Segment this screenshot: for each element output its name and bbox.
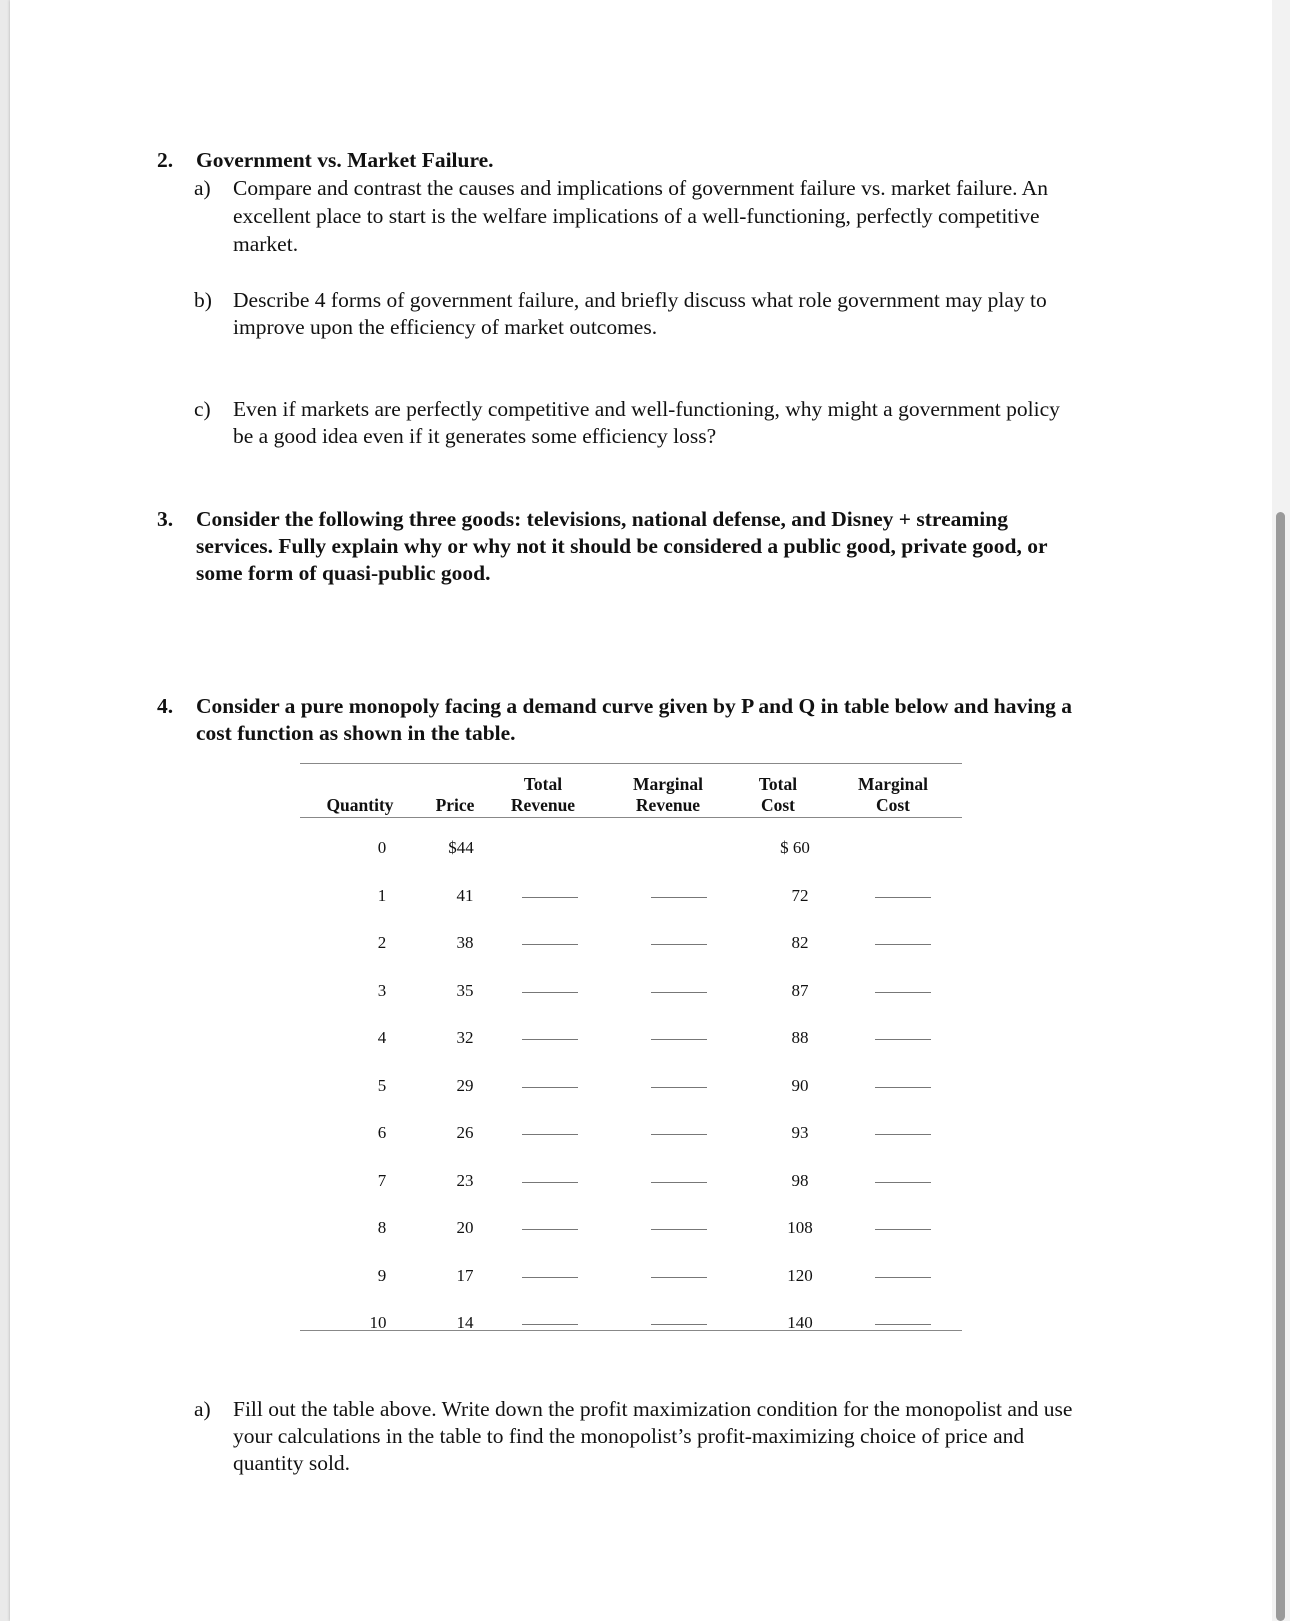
cell-total-cost: 108: [787, 1218, 813, 1237]
document-page: [10, 0, 1272, 1621]
scrollbar-thumb[interactable]: [1276, 512, 1285, 1621]
cell-quantity: 7: [377, 1170, 387, 1190]
cell-total-cost: 90: [791, 1075, 809, 1095]
cell-quantity: 5: [377, 1075, 387, 1095]
cell-quantity: 1: [377, 885, 387, 905]
cell-quantity: 8: [377, 1218, 387, 1237]
q4a-line-2: your calculations in the table to find the monopolist’s profit-maximizing choice of price and: [233, 1424, 1025, 1448]
blank-marginal-cost[interactable]: [875, 1134, 931, 1135]
cell-quantity: 6: [377, 1123, 387, 1142]
header-marginal-cost-2: Cost: [875, 795, 911, 815]
cell-quantity: 3: [377, 980, 387, 1000]
cell-total-cost: 93: [791, 1123, 809, 1142]
q2a-line-2: excellent place to start is the welfare implications of a well-functioning, perfectly competitive: [233, 204, 1040, 228]
cell-total-cost: 87: [791, 980, 809, 1000]
cell-total-cost: 98: [791, 1170, 809, 1190]
blank-marginal-revenue[interactable]: [651, 897, 707, 898]
q2a-line-1: Compare and contrast the causes and implications of government failure vs. market failure. An: [233, 176, 1048, 200]
blank-marginal-revenue[interactable]: [651, 1134, 707, 1135]
cell-price: 32: [456, 1028, 474, 1047]
cell-price: 23: [456, 1170, 474, 1190]
q4-line-1: Consider a pure monopoly facing a demand curve given by P and Q in table below and having a: [196, 694, 1073, 718]
header-marginal-revenue-2: Revenue: [635, 795, 701, 815]
q4a-label: a): [194, 1397, 211, 1421]
cell-total-cost: 140: [787, 1313, 813, 1332]
blank-marginal-revenue[interactable]: [651, 1182, 707, 1183]
cell-price: 41: [456, 885, 474, 905]
blank-marginal-revenue[interactable]: [651, 944, 707, 945]
q4a-line-3: quantity sold.: [233, 1451, 351, 1475]
cell-price: $44: [448, 838, 474, 857]
q4a-line-1: Fill out the table above. Write down the profit maximization condition for the monopolist and use: [233, 1397, 1073, 1421]
q3-number: 3.: [157, 507, 174, 531]
q2b-label: b): [194, 288, 212, 312]
q2b-line-1: Describe 4 forms of government failure, and briefly discuss what role government may play to: [233, 288, 1047, 312]
blank-marginal-cost[interactable]: [875, 1182, 931, 1183]
header-total-cost-2: Cost: [760, 795, 796, 815]
blank-total-revenue[interactable]: [522, 1324, 578, 1325]
cell-quantity: 0: [377, 838, 387, 857]
q4-line-2: cost function as shown in the table.: [196, 721, 516, 745]
blank-marginal-cost[interactable]: [875, 1229, 931, 1230]
blank-total-revenue[interactable]: [522, 897, 578, 898]
cell-total-cost: 82: [791, 933, 809, 952]
table-top-rule: [300, 763, 962, 764]
blank-marginal-cost[interactable]: [875, 1039, 931, 1040]
cell-price: 20: [456, 1218, 474, 1237]
blank-marginal-cost[interactable]: [875, 1324, 931, 1325]
header-total-cost-1: Total: [758, 774, 798, 794]
header-marginal-revenue-1: Marginal: [633, 774, 703, 794]
q3-line-1: Consider the following three goods: televisions, national defense, and Disney + streaming: [196, 507, 1008, 531]
q2c-line-2: be a good idea even if it generates some efficiency loss?: [233, 424, 717, 448]
blank-total-revenue[interactable]: [522, 1277, 578, 1278]
header-total-revenue-2: Revenue: [510, 795, 576, 815]
q2a-line-3: market.: [233, 232, 299, 256]
cell-price: 14: [456, 1313, 474, 1332]
blank-marginal-revenue[interactable]: [651, 992, 707, 993]
cell-total-cost: 88: [791, 1028, 809, 1047]
q2a-label: a): [194, 176, 211, 200]
cell-price: 35: [456, 980, 474, 1000]
cell-total-cost: 120: [787, 1265, 813, 1285]
header-total-revenue-1: Total: [523, 774, 563, 794]
cell-total-cost: $ 60: [780, 838, 810, 857]
blank-marginal-revenue[interactable]: [651, 1039, 707, 1040]
q3-line-2: services. Fully explain why or why not it should be considered a public good, private good, or: [196, 534, 1048, 558]
cell-price: 26: [456, 1123, 474, 1142]
q2c-label: c): [194, 397, 211, 421]
blank-marginal-revenue[interactable]: [651, 1324, 707, 1325]
blank-marginal-revenue[interactable]: [651, 1229, 707, 1230]
cell-quantity: 10: [369, 1313, 387, 1332]
blank-total-revenue[interactable]: [522, 944, 578, 945]
q2-number: 2.: [157, 148, 174, 172]
cell-price: 29: [456, 1075, 474, 1095]
q2b-line-2: improve upon the efficiency of market outcomes.: [233, 315, 658, 339]
blank-marginal-cost[interactable]: [875, 992, 931, 993]
q2c-line-1: Even if markets are perfectly competitive and well-functioning, why might a government policy: [233, 397, 1060, 421]
header-price: Price: [435, 795, 475, 815]
cell-quantity: 4: [377, 1028, 387, 1047]
cell-price: 38: [456, 933, 474, 952]
blank-total-revenue[interactable]: [522, 1229, 578, 1230]
blank-marginal-revenue[interactable]: [651, 1087, 707, 1088]
blank-total-revenue[interactable]: [522, 1134, 578, 1135]
header-marginal-cost-1: Marginal: [858, 774, 928, 794]
q4-number: 4.: [157, 694, 174, 718]
blank-marginal-revenue[interactable]: [651, 1277, 707, 1278]
cell-total-cost: 72: [791, 885, 809, 905]
blank-marginal-cost[interactable]: [875, 944, 931, 945]
q3-line-3: some form of quasi-public good.: [196, 561, 491, 585]
cell-quantity: 9: [377, 1265, 387, 1285]
table-bottom-rule: [300, 1330, 962, 1331]
table-header-rule: [300, 817, 962, 818]
blank-marginal-cost[interactable]: [875, 1277, 931, 1278]
blank-total-revenue[interactable]: [522, 992, 578, 993]
blank-total-revenue[interactable]: [522, 1039, 578, 1040]
blank-total-revenue[interactable]: [522, 1087, 578, 1088]
blank-marginal-cost[interactable]: [875, 1087, 931, 1088]
blank-marginal-cost[interactable]: [875, 897, 931, 898]
header-quantity: Quantity: [326, 795, 394, 815]
q2-title: Government vs. Market Failure.: [196, 148, 494, 172]
cell-quantity: 2: [377, 933, 387, 952]
cell-price: 17: [456, 1265, 474, 1285]
blank-total-revenue[interactable]: [522, 1182, 578, 1183]
